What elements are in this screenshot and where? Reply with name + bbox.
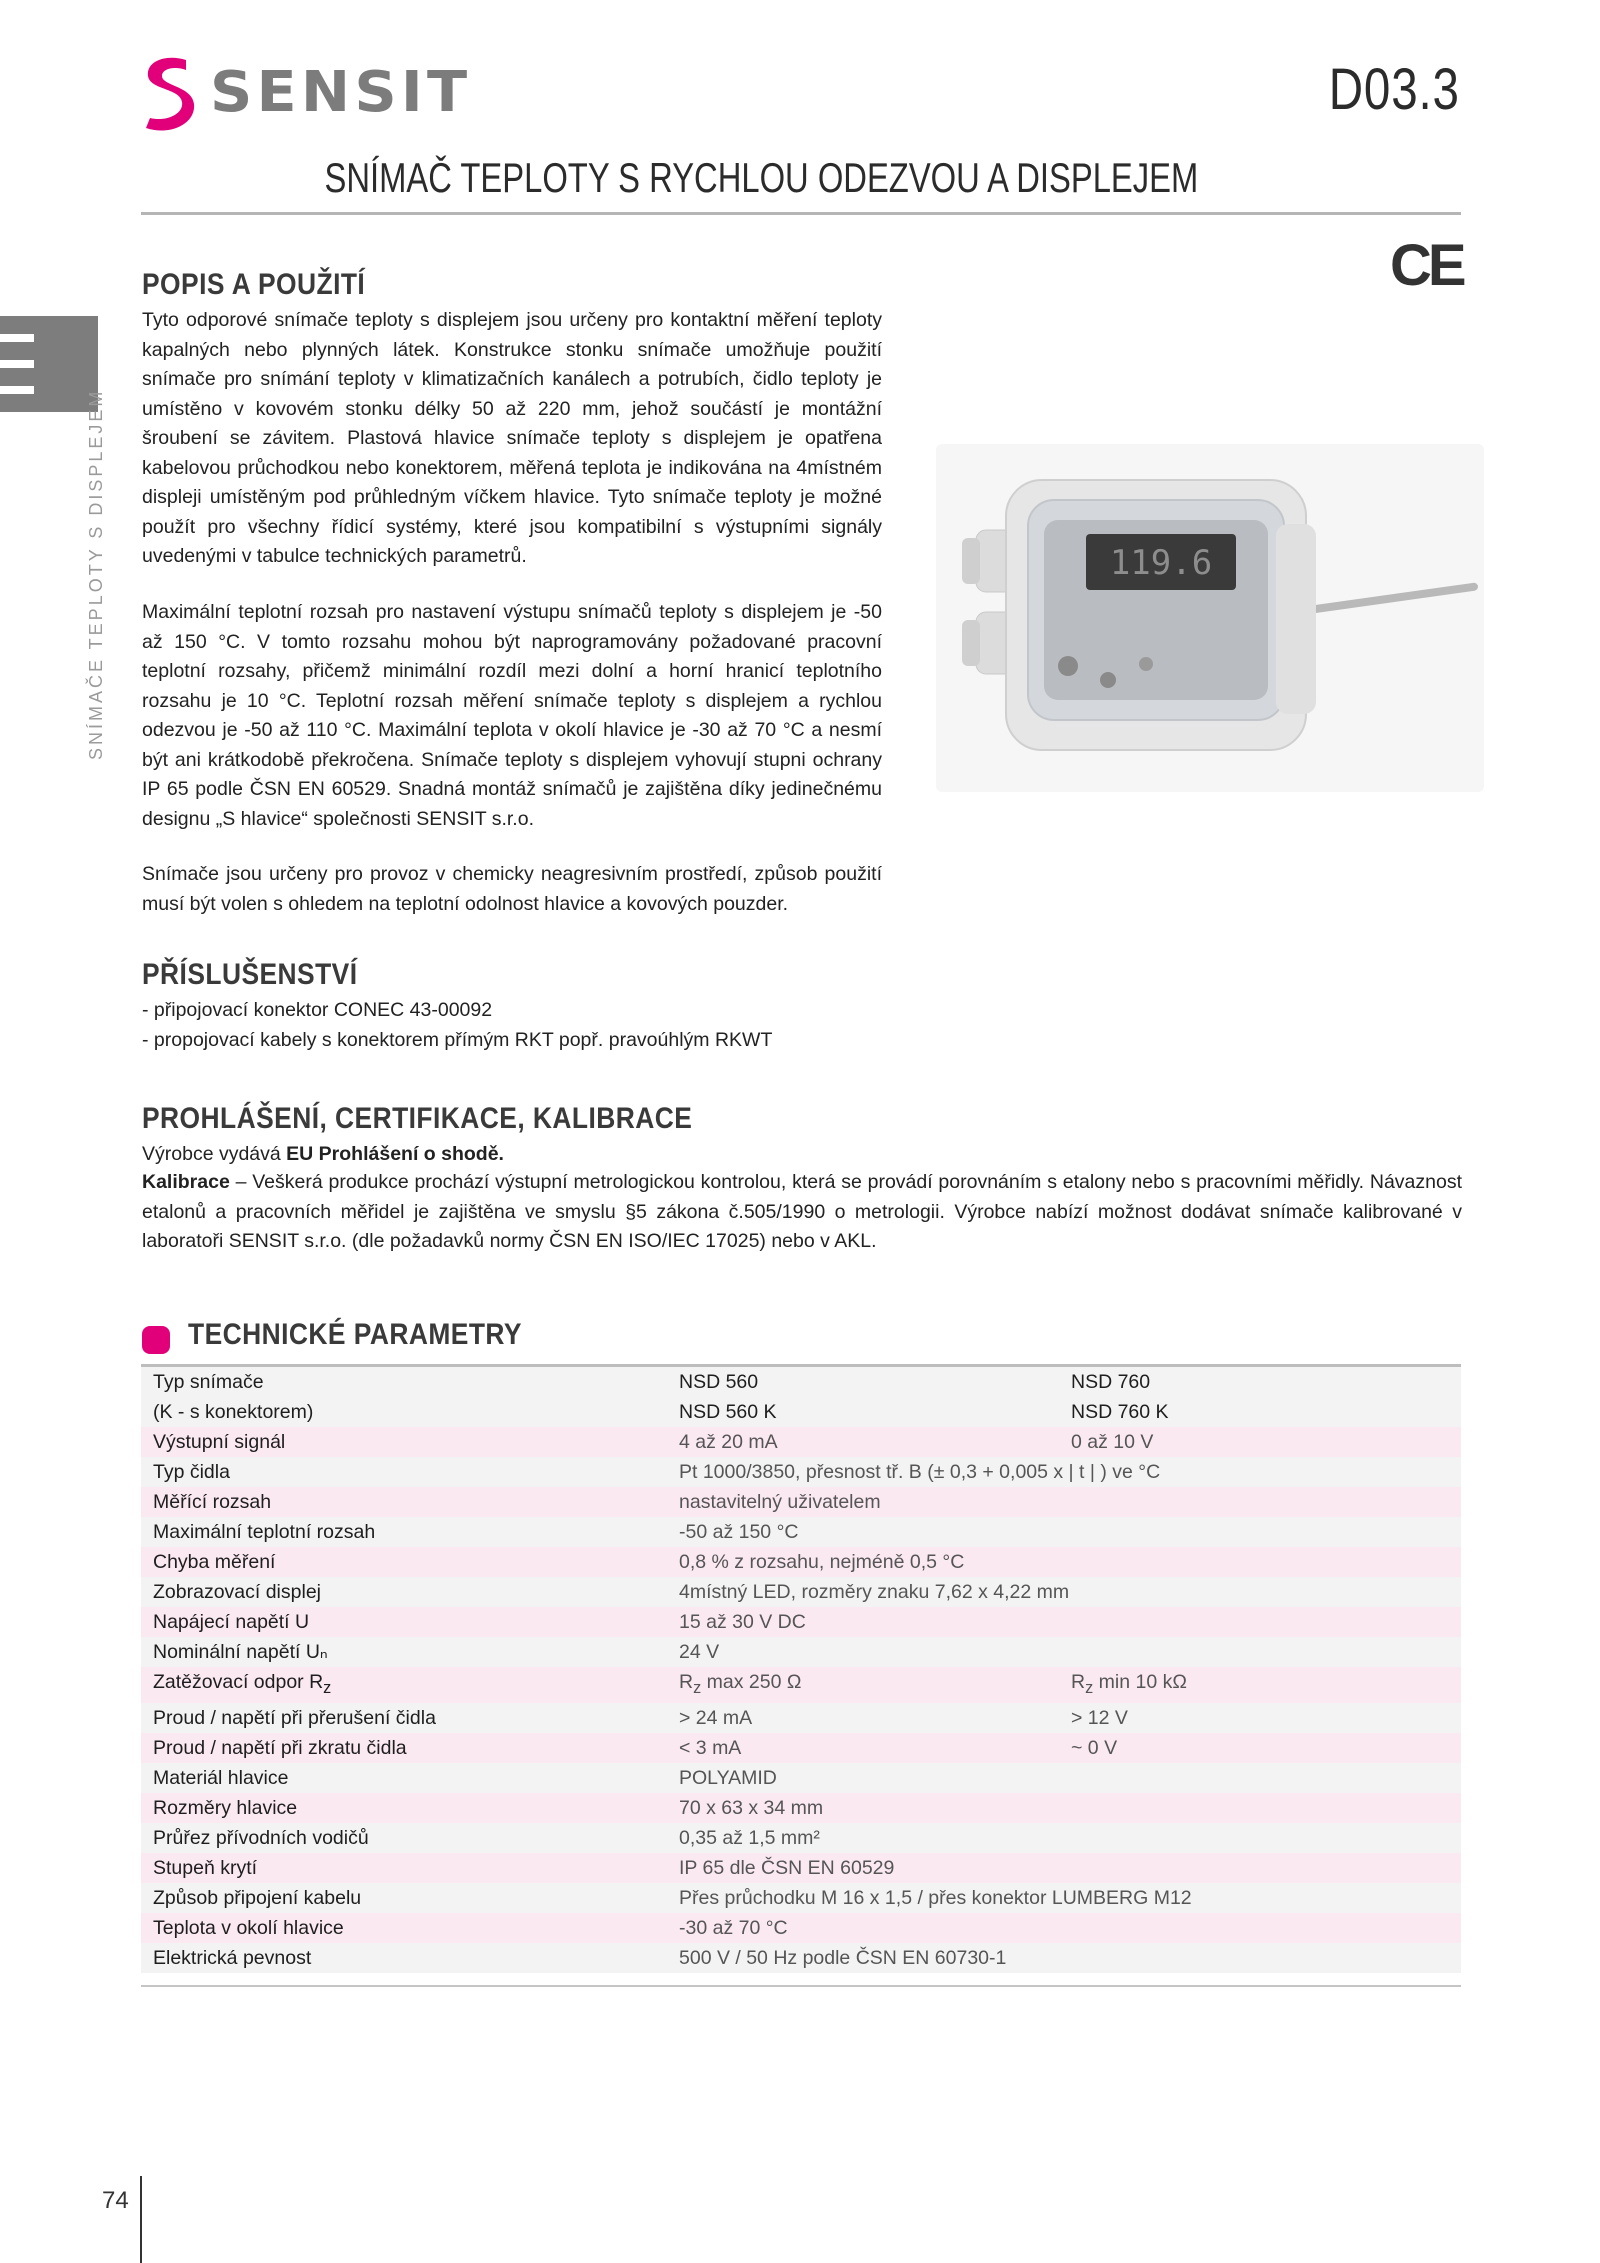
param-label: Maximální teplotní rozsah bbox=[141, 1517, 667, 1547]
photo-display-reading: 119.6 bbox=[1109, 543, 1213, 583]
section-bullet-icon bbox=[142, 1326, 170, 1354]
declaration-line bbox=[142, 1140, 504, 1170]
accessories-heading: PŘÍSLUŠENSTVÍ bbox=[142, 958, 358, 991]
param-label: Měřící rozsah bbox=[141, 1487, 667, 1517]
table-row bbox=[141, 1793, 1461, 1823]
param-label: Způsob připojení kabelu bbox=[141, 1883, 667, 1913]
param-value: IP 65 dle ČSN EN 60529 bbox=[667, 1853, 1461, 1883]
table-cell: NSD 560 NSD 560 K bbox=[667, 1366, 1059, 1428]
table-row bbox=[141, 1943, 1461, 1973]
table-row bbox=[141, 1853, 1461, 1883]
param-label: Stupeň krytí bbox=[141, 1853, 667, 1883]
table-row bbox=[141, 1457, 1461, 1487]
brand-logo bbox=[140, 52, 472, 132]
table-row bbox=[141, 1733, 1461, 1763]
param-label: Výstupní signál bbox=[141, 1427, 667, 1457]
param-value: POLYAMID bbox=[667, 1763, 1461, 1793]
param-label: Napájecí napětí U bbox=[141, 1607, 667, 1637]
param-label: Rozměry hlavice bbox=[141, 1793, 667, 1823]
table-row bbox=[141, 1427, 1461, 1457]
description-paragraph-3: Snímače jsou určeny pro provoz v chemicky neagresivním prostředí, způsob použití musí být volen s ohledem na teplotní odolnost hlavice a kovových pouzder. bbox=[142, 863, 882, 915]
param-value: 24 V bbox=[667, 1637, 1461, 1667]
declaration-emphasis: EU Prohlášení o shodě. bbox=[286, 1143, 504, 1165]
table-row bbox=[141, 1763, 1461, 1793]
param-value: $R_z$ max 250 Ω bbox=[667, 1667, 1059, 1703]
tab-stripe bbox=[0, 360, 34, 368]
table-row bbox=[141, 1607, 1461, 1637]
table-row bbox=[141, 1667, 1461, 1703]
param-value: -50 až 150 °C bbox=[667, 1517, 1461, 1547]
calibration-paragraph bbox=[142, 1168, 1462, 1257]
tech-params-heading: TECHNICKÉ PARAMETRY bbox=[188, 1318, 522, 1351]
param-label: Materiál hlavice bbox=[141, 1763, 667, 1793]
accessory-item: - propojovací kabely s konektorem přímým RKT popř. pravoúhlým RKWT bbox=[142, 1029, 773, 1051]
table-row bbox=[141, 1547, 1461, 1577]
table-row bbox=[141, 1913, 1461, 1943]
param-label: Elektrická pevnost bbox=[141, 1943, 667, 1973]
param-value: > 24 mA bbox=[667, 1703, 1059, 1733]
side-section-label: SNÍMAČE TEPLOTY S DISPLEJEM bbox=[86, 388, 106, 760]
document-code: D03.3 bbox=[1328, 57, 1460, 122]
param-label: Teplota v okolí hlavice bbox=[141, 1913, 667, 1943]
table-row bbox=[141, 1703, 1461, 1733]
table-cell: Typ snímače (K - s konektorem) bbox=[141, 1366, 667, 1428]
tab-stripe bbox=[0, 386, 34, 394]
param-label: Zatěžovací odpor $R_z$ bbox=[141, 1667, 667, 1703]
param-value: 0 až 10 V bbox=[1059, 1427, 1461, 1457]
declaration-heading: PROHLÁŠENÍ, CERTIFIKACE, KALIBRACE bbox=[142, 1102, 693, 1135]
param-label: Průřez přívodních vodičů bbox=[141, 1823, 667, 1853]
description-paragraph-2: Maximální teplotní rozsah pro nastavení výstupu snímačů teploty s displejem je -50 až 150 °C. V tomto rozsahu mohou být naprogramovány požadované pracovní teplotní rozsahy, přičemž minimální rozdíl mezi dolní a horní hranicí teplotního rozsahu je 10 °C. Teplotní rozsah měření snímače teploty s displejem a rychlou odezvou je -50 až 110 °C. Maximální teplota v okolí hlavice je -30 až 70 °C a nesmí být ani krátkodobě překročena. Snímače teploty s displejem vyhovují stupni ochrany IP 65 podle ČSN EN 60529. Snadná montáž snímačů je zajištěna díky jedinečnému designu „S hlavice“ společnosti SENSIT s.r.o. bbox=[142, 601, 882, 830]
description-paragraph-1: Tyto odporové snímače teploty s displejem jsou určeny pro kontaktní měření teploty kapalných nebo plynných látek. Konstrukce stonku snímače umožňuje použití snímače pro snímání teploty v klimatizačních kanálech a potrubích, čidlo teploty je umístěno v kovovém stonku délky 50 až 220 mm, jehož součástí je montážní šroubení se závitem. Plastová hlavice snímače teploty s displejem je opatřena kabelovou průchodkou nebo konektorem, měřená teplota je indikována na 4místném displeji umístěným pod průhledným víčkem hlavice. Tyto snímače teploty je možné použít pro všechny řídicí systémy, které jsou kompatibilní s výstupními signály uvedenými v tabulce technických parametrů. bbox=[142, 309, 882, 567]
param-value: 15 až 30 V DC bbox=[667, 1607, 1461, 1637]
param-label: Chyba měření bbox=[141, 1547, 667, 1577]
calibration-text: – Veškerá produkce prochází výstupní metrologickou kontrolou, která se provádí porovnáním s etalony nebo s pracovními měřidly. Návaznost etalonů a pracovních měřidel je zajištěna ve smyslu §5 zákona č.505/1990 o metrologii. Výrobce nabízí možnost dodávat snímače kalibrované v laboratoři SENSIT s.r.o. (dle požadavků normy ČSN EN ISO/IEC 17025) nebo v AKL. bbox=[142, 1171, 1462, 1252]
description-heading: POPIS A POUŽITÍ bbox=[142, 268, 366, 301]
param-value: $R_z$ min 10 kΩ bbox=[1059, 1667, 1461, 1703]
param-value: 70 x 63 x 34 mm bbox=[667, 1793, 1461, 1823]
tab-stripe bbox=[0, 334, 34, 342]
param-value: -30 až 70 °C bbox=[667, 1913, 1461, 1943]
sensit-s-icon bbox=[140, 52, 198, 132]
product-photo bbox=[936, 444, 1484, 792]
table-row bbox=[141, 1823, 1461, 1853]
table-row bbox=[141, 1487, 1461, 1517]
param-value: Přes průchodku M 16 x 1,5 / přes konektor LUMBERG M12 bbox=[667, 1883, 1461, 1913]
param-value: ~ 0 V bbox=[1059, 1733, 1461, 1763]
param-value: 4 až 20 mA bbox=[667, 1427, 1059, 1457]
declaration-prefix: Výrobce vydává bbox=[142, 1143, 287, 1165]
table-row bbox=[141, 1517, 1461, 1547]
brand-name: SENSIT bbox=[210, 59, 472, 125]
accessory-item: - připojovací konektor CONEC 43-00092 bbox=[142, 999, 493, 1021]
tech-params-table bbox=[141, 1364, 1461, 1973]
table-row bbox=[141, 1883, 1461, 1913]
param-value: nastavitelný uživatelem bbox=[667, 1487, 1461, 1517]
table-row bbox=[141, 1637, 1461, 1667]
title-divider bbox=[141, 212, 1461, 215]
footer-divider bbox=[140, 2176, 142, 2263]
page-number: 74 bbox=[102, 2187, 129, 2214]
param-value: 500 V / 50 Hz podle ČSN EN 60730-1 bbox=[667, 1943, 1461, 1973]
ce-mark-icon: CE bbox=[1390, 233, 1463, 298]
section-tab bbox=[0, 316, 98, 412]
table-bottom-rule bbox=[141, 1985, 1461, 1987]
param-value: Pt 1000/3850, přesnost tř. B (± 0,3 + 0,005 x | t | ) ve °C bbox=[667, 1457, 1461, 1487]
param-value: < 3 mA bbox=[667, 1733, 1059, 1763]
param-label: Proud / napětí při přerušení čidla bbox=[141, 1703, 667, 1733]
param-value: 4místný LED, rozměry znaku 7,62 x 4,22 mm bbox=[667, 1577, 1461, 1607]
param-label: Nominální napětí Uₙ bbox=[141, 1637, 667, 1667]
param-label: Zobrazovací displej bbox=[141, 1577, 667, 1607]
param-label: Typ čidla bbox=[141, 1457, 667, 1487]
page-title: SNÍMAČ TEPLOTY S RYCHLOU ODEZVOU A DISPLEJEM bbox=[324, 154, 1198, 201]
table-row bbox=[141, 1577, 1461, 1607]
param-value: > 12 V bbox=[1059, 1703, 1461, 1733]
param-value: 0,8 % z rozsahu, nejméně 0,5 °C bbox=[667, 1547, 1461, 1577]
table-cell: NSD 760 NSD 760 K bbox=[1059, 1366, 1461, 1428]
calibration-label: Kalibrace bbox=[142, 1171, 230, 1193]
param-label: Proud / napětí při zkratu čidla bbox=[141, 1733, 667, 1763]
param-value: 0,35 až 1,5 mm² bbox=[667, 1823, 1461, 1853]
table-header-row bbox=[141, 1366, 1461, 1428]
